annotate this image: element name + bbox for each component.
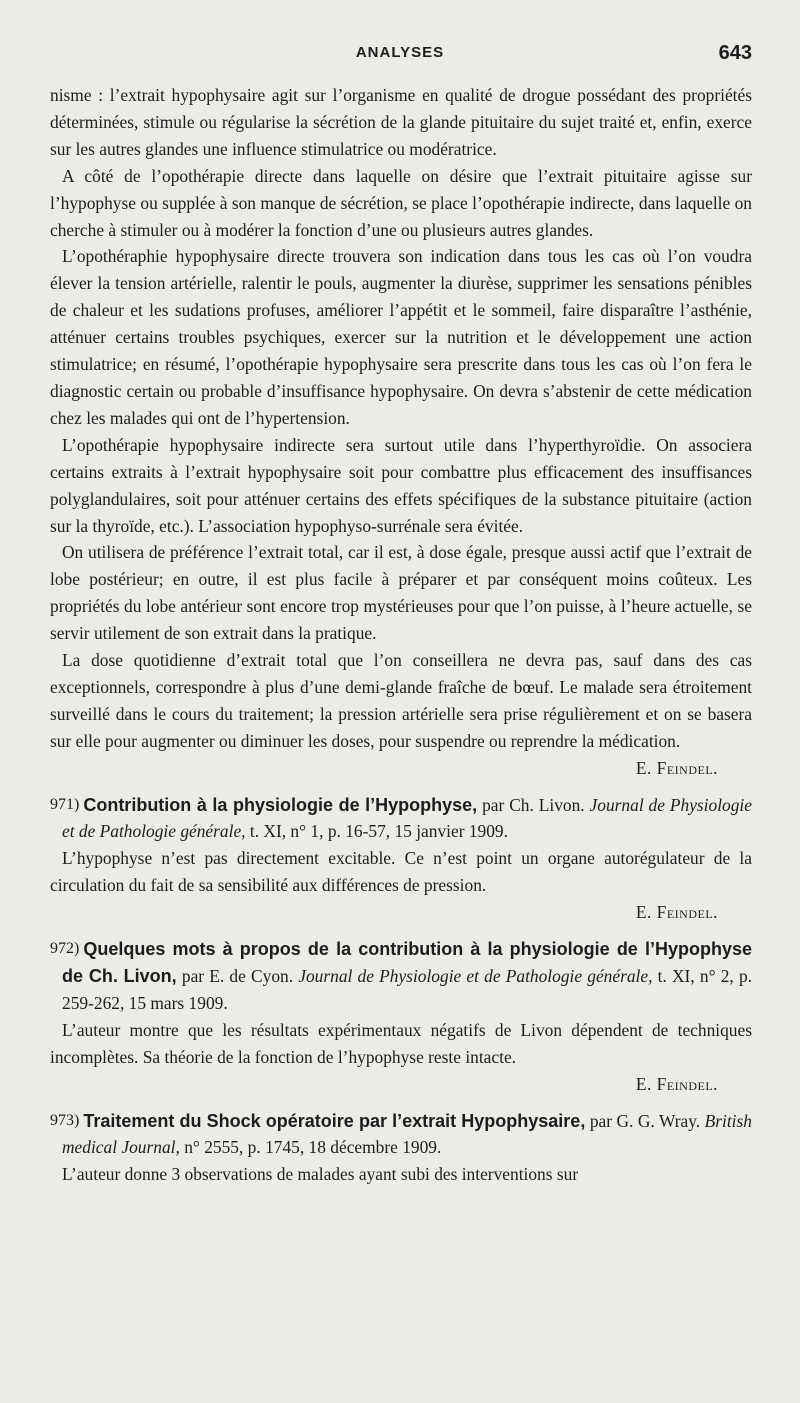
entry-author: par Ch. Livon. [477, 794, 590, 815]
abstract-entry [50, 1108, 752, 1189]
abstract-entry [50, 936, 752, 1097]
entry-heading [50, 936, 752, 1017]
entry-title: Quelques mots à propos de la contribution à la physiologie de l’Hypophyse de Ch. Livon, [62, 939, 752, 986]
paragraph: La dose quotidienne d’extrait total que l’on conseillera ne devra pas, sauf dans des cas exceptionnels, correspondre à plus d’une demi-glande fraîche de bœuf. Le malade sera étroitement surveillé dans le cours du traitement; la pression artérielle sera prise régulièrement et on se basera sur elle pour augmenter ou diminuer les doses, pour suspendre ou reprendre la médication. [50, 650, 752, 751]
entry-abstract: L’auteur donne 3 observations de malades ayant subi des interventions sur [62, 1164, 579, 1185]
entry-citation: t. XI, n° 2, p. 259-262, 15 mars 1909. [62, 966, 752, 1013]
signature: E. Feindel. [635, 757, 718, 778]
abstract-entry [50, 792, 752, 927]
entry-number: 972) [50, 940, 80, 958]
entry-heading [50, 792, 752, 846]
paragraph: L’opothérapie hypophysaire indirecte sera surtout utile dans l’hyperthyroïdie. On associera certains extraits à l’extrait hypophysaire soit pour combattre plus efficacement des insuffisances polyglandulaires, soit pour atténuer certains des effets spécifiques de la substance pituitaire (action sur la thyroïde, etc.). L’association hypophyso-surrénale sera évitée. [50, 434, 752, 536]
signature: E. Feindel. [635, 902, 718, 923]
entry-journal: Journal de Physiologie et de Pathologie générale, [298, 966, 653, 986]
entry-author: par E. de Cyon. [176, 966, 299, 986]
entry-number: 973) [50, 1111, 80, 1129]
entry-citation: t. XI, n° 1, p. 16-57, 15 janvier 1909. [245, 821, 508, 842]
running-head [0, 44, 800, 70]
entry-abstract: L’hypophyse n’est pas directement excitable. Ce n’est point un organe autorégulateur de la circulation du fait de sa sensibilité aux différences de pression. [50, 848, 752, 896]
paragraph: On utilisera de préférence l’extrait total, car il est, à dose égale, presque aussi actif que l’extrait de lobe postérieur; en outre, il est plus facile à préparer et par conséquent moins coûteux. Les propriétés du lobe antérieur sont encore trop mystérieuses pour que l’on puisse, à l’heure actuelle, se servir utilement de son extrait dans la pratique. [50, 542, 752, 644]
entry-journal: British medical Journal, [62, 1110, 752, 1158]
page-number: 643 [718, 42, 752, 64]
entry-journal: Journal de Physiologie et de Pathologie générale, [62, 794, 752, 842]
entry-author: par G. G. Wray. [585, 1110, 705, 1131]
paragraph: A côté de l’opothérapie directe dans laquelle on désire que l’extrait pituitaire agisse sur l’hypophyse ou supplée à son manque de sécrétion, se place l’opothérapie indirecte, dans laquelle on cherche à stimuler ou à modérer la fonction d’une ou plusieurs autres glandes. [50, 165, 752, 240]
entry-citation: n° 2555, p. 1745, 18 décembre 1909. [179, 1137, 442, 1158]
paragraph-continuation: nisme : l’extrait hypophysaire agit sur l’organisme en qualité de drogue possédant des propriétés déterminées, stimule ou régularise la sécrétion de la glande pituitaire du sujet traité et, enfin, exerce sur les autres glandes une influence stimulatrice ou modératrice. [50, 85, 752, 159]
entry-title: Contribution à la physiologie de l’Hypophyse, [83, 794, 478, 815]
entry-heading [50, 1108, 752, 1162]
running-title: ANALYSES [355, 44, 445, 61]
signature: E. Feindel. [635, 1073, 718, 1094]
article-body [50, 82, 752, 1188]
paragraph: L’opothéraphie hypophysaire directe trouvera son indication dans tous les cas où l’on voudra élever la tension artérielle, ralentir le pouls, augmenter la diurèse, supprimer les sensations pénibles de chaleur et les sudations profuses, améliorer l’appétit et le sommeil, faire disparaître l’asthénie, atténuer certains troubles psychiques, exercer sur la nutrition et le développement une action stimulatrice; en résumé, l’opothérapie hypophysaire sera prescrite dans tous les cas où l’on fera le diagnostic certain ou probable d’insuffisance hypophysaire. On devra s’abstenir de cette médication chez les malades qui ont de l’hypertension. [50, 246, 752, 428]
entry-title: Traitement du Shock opératoire par l’extrait Hypophysaire, [83, 1110, 586, 1131]
entry-number: 971) [50, 795, 80, 813]
entry-abstract: L’auteur montre que les résultats expérimentaux négatifs de Livon dépendent de techniques incomplètes. Sa théorie de la fonction de l’hypophyse reste intacte. [50, 1019, 752, 1067]
